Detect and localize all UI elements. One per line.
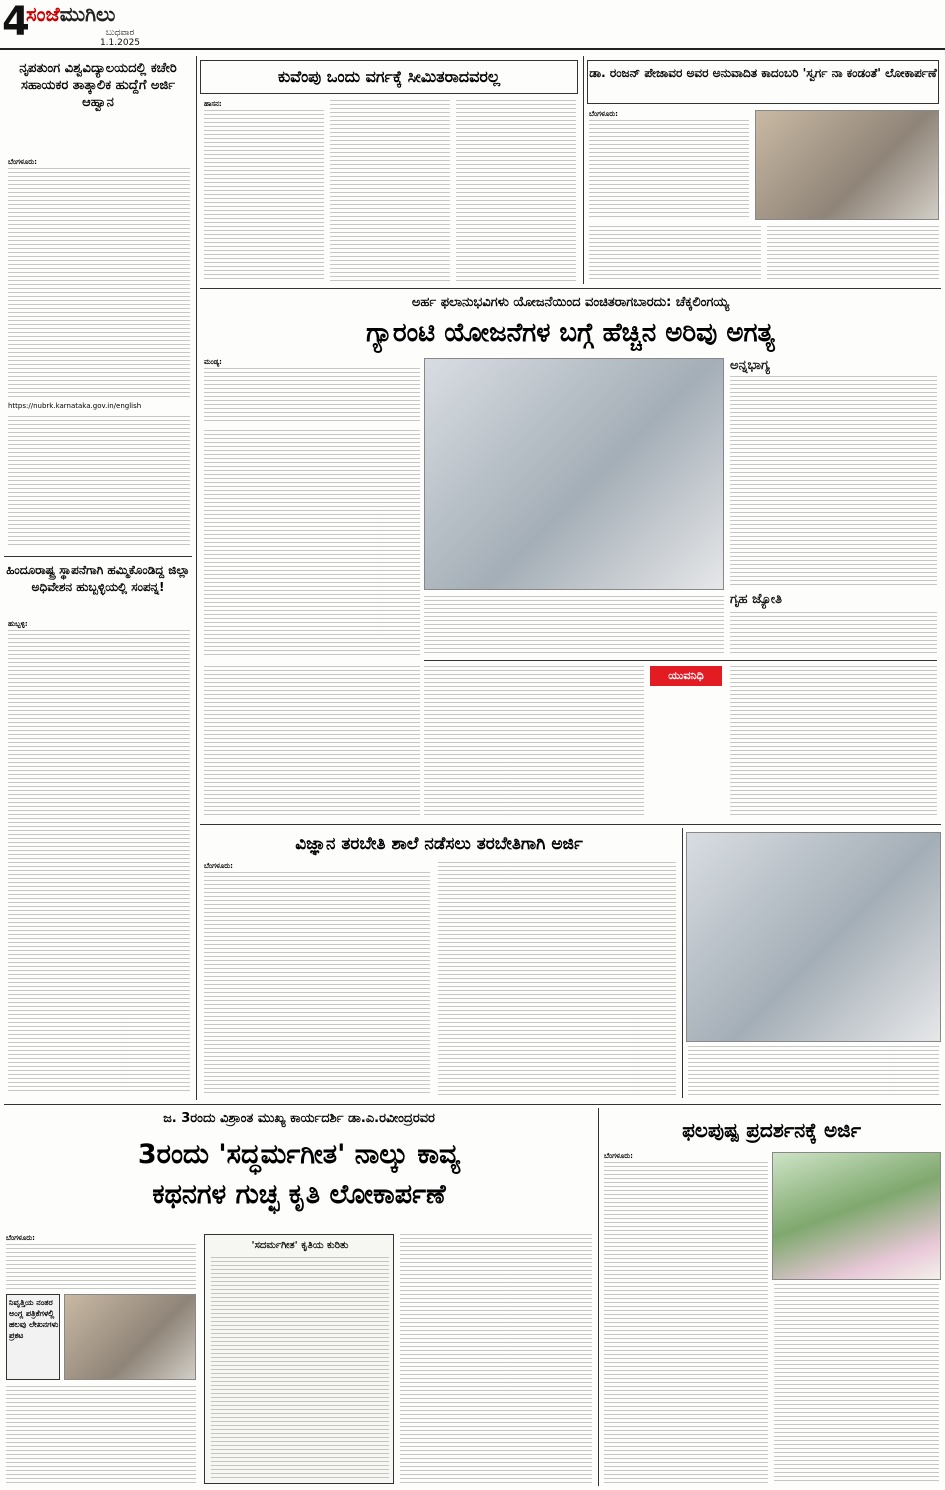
science-body-col2	[438, 862, 676, 1096]
novel-body-col1	[589, 226, 761, 282]
book-body-col1	[6, 1386, 196, 1484]
kuvempu-dateline: ಹಾಸನ:	[204, 100, 222, 108]
gruhajyothi-body	[730, 612, 937, 656]
flower-body-col1	[604, 1162, 768, 1484]
author-photo	[64, 1294, 196, 1380]
university-headline: ನೃಪತುಂಗ ವಿಶ್ವವಿದ್ಯಾಲಯದಲ್ಲಿ ಕಚೇರಿ ಸಹಾಯಕರ ತಾತ್ಕಾಲಿಕ ಹುದ್ದೆಗೆ ಅರ್ಜಿ ಆಹ್ವಾನ	[19, 61, 177, 110]
book-side-label: ನಿವೃತ್ತಿಯ ನಂತರ ಅಂಗ್ಲ ಪತ್ರಿಕೆಗಳಲ್ಲಿ ಹಲವು ಲೇಖನಗಳು ಪ್ರಕಟ	[9, 1298, 59, 1340]
dateline-box	[80, 28, 160, 48]
convention-dateline: ಹುಬ್ಬಳ್ಳಿ:	[8, 620, 28, 628]
guarantee-sub-gruhajyothi: ಗೃಹ ಜ್ಯೋತಿ	[730, 592, 783, 607]
novel-dateline: ಬೆಂಗಳೂರು:	[589, 110, 618, 118]
flower-show-photo	[772, 1152, 941, 1280]
university-body-text	[8, 168, 190, 398]
book-dateline: ಬೆಂಗಳೂರು:	[6, 1234, 35, 1242]
book-about-body	[211, 1257, 389, 1481]
divider	[583, 56, 584, 284]
guarantee-body-col1	[204, 430, 420, 656]
convention-headline: ಹಿಂದೂರಾಷ್ಟ್ರ ಸ್ಥಾಪನೆಗಾಗಿ ಹಮ್ಮಿಕೊಂಡಿದ್ದ ಜಿಲ್ಲಾ ಅಧಿವೇಶನ ಹುಬ್ಬಳ್ಳಿಯಲ್ಲಿ ಸಂಪನ್ನ!	[6, 563, 190, 594]
book-headline-line1: 3ರಂದು 'ಸದ್ಧರ್ಮಗೀತ' ನಾಲ್ಕು ಕಾವ್ಯ	[137, 1139, 461, 1170]
article-convention	[4, 560, 192, 1100]
article-book	[4, 1108, 594, 1488]
guarantee-body-col1b	[204, 666, 420, 816]
flower-headline: ಫಲಪುಷ್ಪ ಪ್ರದರ್ಶನಕ್ಕೆ ಅರ್ಜಿ	[682, 1118, 861, 1142]
book-about-box	[204, 1234, 394, 1484]
kuvempu-headline: ಕುವೆಂಪು ಒಂದು ವರ್ಗಕ್ಕೆ ಸೀಮಿತರಾದವರಲ್ಲ	[200, 60, 578, 94]
weekday: ಬುಧವಾರ	[105, 28, 135, 38]
guarantee-meeting-photo	[424, 358, 724, 590]
guarantee-body-col2	[424, 596, 724, 656]
masthead	[0, 0, 945, 50]
book-about-title: 'ಸದರ್ಮಗೀತ' ಕೃತಿಯ ಕುರಿತು	[251, 1240, 349, 1251]
divider	[200, 288, 941, 289]
article-kuvempu	[200, 56, 580, 286]
science-headline: ವಿಜ್ಞಾನ ತರಬೇತಿ ಶಾಲೆ ನಡೆಸಲು ತರಬೇತಿಗಾಗಿ ಅರ್ಜಿ	[295, 834, 583, 854]
science-body-col1	[204, 872, 430, 1096]
book-release-photo	[755, 110, 939, 220]
page-number: 4	[2, 0, 30, 45]
calendar-caption	[688, 1046, 939, 1096]
divider	[200, 824, 941, 825]
issue-date: 1.1.2025	[99, 38, 141, 48]
divider	[424, 660, 937, 661]
guarantee-sub-annabhagya: ಅನ್ನಭಾಗ್ಯ	[730, 358, 770, 373]
article-novel	[587, 56, 941, 286]
divider	[196, 56, 197, 1100]
article-science	[200, 828, 680, 1100]
guarantee-kicker: ಅರ್ಹ ಫಲಾನುಭವಿಗಳು ಯೋಜನೆಯಿಂದ ವಂಚಿತರಾಗಬಾರದು: ಚೆಕ್ಕಲಿಂಗಯ್ಯ	[411, 295, 730, 310]
yuvanidhi-body-right	[730, 666, 937, 816]
book-headline-line2: ಕಥನಗಳ ಗುಚ್ಛ ಕೃತಿ ಲೋಕಾರ್ಪಣೆ	[152, 1179, 446, 1210]
convention-body-text	[8, 630, 190, 1094]
article-university	[4, 56, 192, 554]
kuvempu-body-col2	[330, 100, 450, 282]
university-body-text-2	[8, 416, 190, 546]
book-body-intro	[6, 1244, 196, 1292]
divider	[682, 828, 683, 1098]
yuvanidhi-badge: ಯುವನಿಧಿ	[650, 666, 722, 686]
kuvempu-body-col1	[204, 110, 324, 282]
newspaper-logo	[26, 2, 186, 30]
kuvempu-body-col3	[456, 100, 576, 282]
novel-headline: ಡಾ. ರಂಜನ್ ಪೇಜಾವರ ಅವರ ಅನುವಾದಿತ ಕಾದಂಬರಿ 'ಸ್ವರ್ಗ ನಾ ಕಂಡಂತೆ' ಲೋಕಾರ್ಪಣೆ	[587, 60, 939, 104]
guarantee-dateline: ಮಂಡ್ಯ:	[204, 358, 222, 366]
novel-body-left	[589, 120, 749, 218]
flower-body-col2	[774, 1284, 939, 1484]
book-side-box	[6, 1294, 60, 1380]
article-guarantee	[200, 292, 941, 820]
guarantee-headline: ಗ್ಯಾರಂಟಿ ಯೋಜನೆಗಳ ಬಗ್ಗೆ ಹೆಚ್ಚಿನ ಅರಿವು ಅಗತ್ಯ	[366, 318, 775, 348]
divider	[4, 1104, 941, 1105]
divider	[4, 556, 192, 557]
article-flower	[602, 1108, 941, 1488]
logo-part2: ಮುಗಿಲು	[59, 2, 116, 26]
science-dateline: ಬೆಂಗಳೂರು:	[204, 862, 233, 870]
calendar-release-photo	[686, 832, 941, 1042]
guarantee-body-intro	[204, 368, 420, 424]
university-url[interactable]: https://nubrk.karnataka.gov.in/english	[8, 402, 142, 410]
university-dateline: ಬೆಂಗಳೂರು:	[8, 158, 37, 166]
book-body-col3	[400, 1234, 592, 1484]
flower-dateline: ಬೆಂಗಳೂರು:	[604, 1152, 633, 1160]
logo-part1: ಸಂಜೆ	[26, 2, 60, 26]
yuvanidhi-body-left	[424, 666, 644, 816]
divider	[598, 1108, 599, 1486]
book-kicker: ಜ. 3ರಂದು ವಿಶ್ರಾಂತ ಮುಖ್ಯ ಕಾರ್ಯದರ್ಶಿ ಡಾ.ಎ.ರವೀಂದ್ರರವರ	[163, 1111, 435, 1126]
article-calendar	[686, 828, 941, 1100]
annabhagya-body	[730, 376, 937, 588]
novel-body-col2	[767, 226, 939, 282]
